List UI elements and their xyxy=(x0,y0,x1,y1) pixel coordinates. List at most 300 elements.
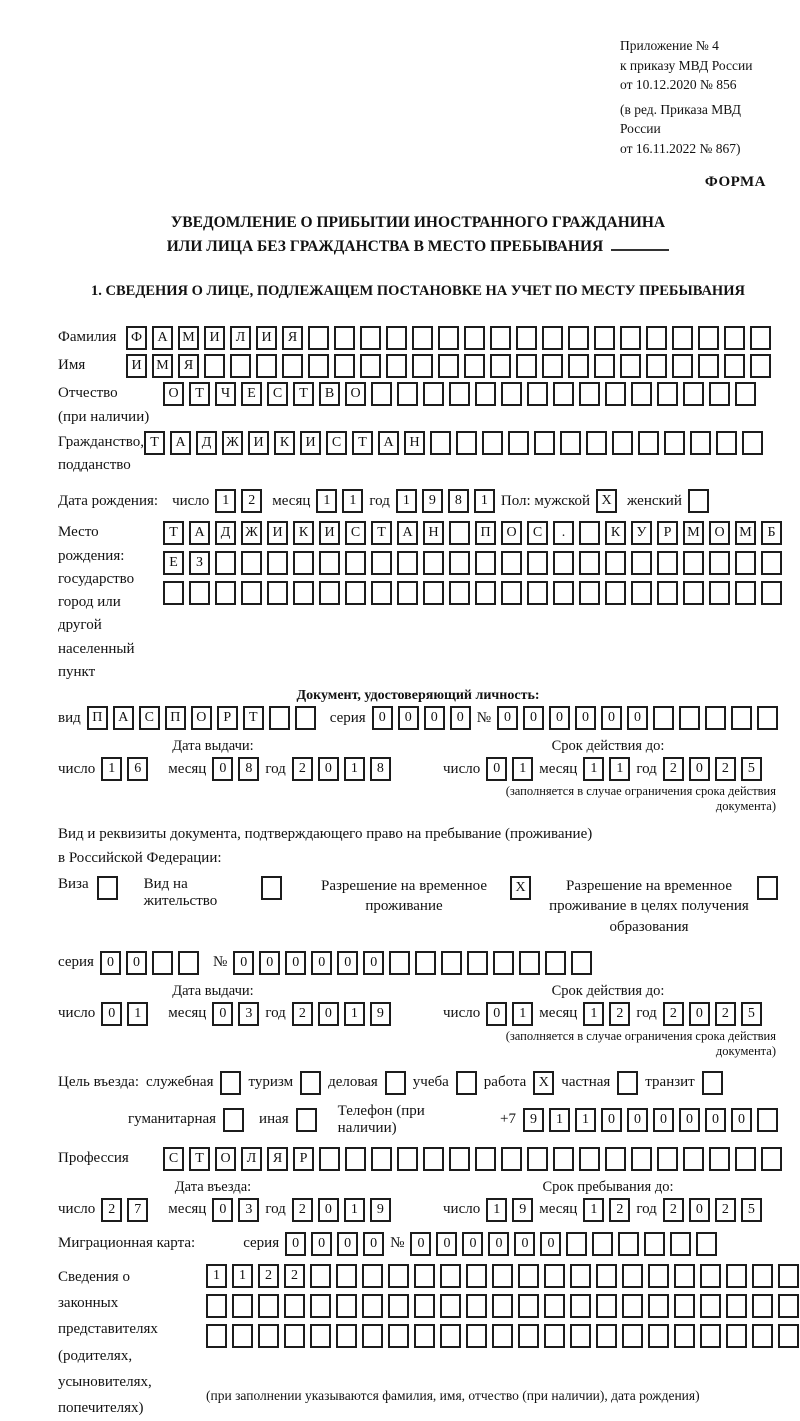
char-cell[interactable]: 0 xyxy=(689,1198,710,1222)
char-cell[interactable] xyxy=(631,382,652,406)
char-cell[interactable]: 0 xyxy=(285,1232,306,1256)
char-cell[interactable]: Р xyxy=(217,706,238,730)
char-cell[interactable] xyxy=(605,581,626,605)
char-cell[interactable] xyxy=(657,581,678,605)
char-cell[interactable]: Я xyxy=(267,1147,288,1171)
char-cell[interactable]: А xyxy=(113,706,134,730)
char-cell[interactable] xyxy=(414,1324,435,1348)
char-cell[interactable] xyxy=(750,354,771,378)
char-cell[interactable]: 0 xyxy=(549,706,570,730)
char-cell[interactable] xyxy=(735,551,756,575)
char-cell[interactable] xyxy=(310,1324,331,1348)
char-cell[interactable] xyxy=(542,326,563,350)
char-cell[interactable]: 5 xyxy=(741,757,762,781)
char-cell[interactable] xyxy=(308,354,329,378)
char-cell[interactable]: Ч xyxy=(215,382,236,406)
char-cell[interactable]: 1 xyxy=(486,1198,507,1222)
char-cell[interactable]: 9 xyxy=(523,1108,544,1132)
char-cell[interactable]: 0 xyxy=(410,1232,431,1256)
char-cell[interactable] xyxy=(672,354,693,378)
char-cell[interactable] xyxy=(612,431,633,455)
checkbox[interactable] xyxy=(385,1071,406,1095)
char-cell[interactable]: В xyxy=(319,382,340,406)
char-cell[interactable]: 5 xyxy=(741,1198,762,1222)
char-cell[interactable]: 6 xyxy=(127,757,148,781)
char-cell[interactable]: М xyxy=(178,326,199,350)
char-cell[interactable] xyxy=(778,1264,799,1288)
char-cell[interactable] xyxy=(698,326,719,350)
char-cell[interactable] xyxy=(570,1324,591,1348)
char-cell[interactable]: 0 xyxy=(486,757,507,781)
char-cell[interactable] xyxy=(683,581,704,605)
char-cell[interactable] xyxy=(596,1324,617,1348)
char-cell[interactable] xyxy=(456,431,477,455)
char-cell[interactable] xyxy=(696,1232,717,1256)
char-cell[interactable] xyxy=(596,1294,617,1318)
char-cell[interactable] xyxy=(553,551,574,575)
char-cell[interactable] xyxy=(761,551,782,575)
char-cell[interactable]: 0 xyxy=(398,706,419,730)
char-cell[interactable]: С xyxy=(345,521,366,545)
char-cell[interactable]: К xyxy=(293,521,314,545)
char-cell[interactable] xyxy=(501,551,522,575)
char-cell[interactable] xyxy=(493,951,514,975)
char-cell[interactable] xyxy=(256,354,277,378)
char-cell[interactable] xyxy=(230,354,251,378)
char-cell[interactable] xyxy=(232,1324,253,1348)
char-cell[interactable] xyxy=(631,581,652,605)
char-cell[interactable] xyxy=(482,431,503,455)
char-cell[interactable] xyxy=(449,1147,470,1171)
char-cell[interactable] xyxy=(438,326,459,350)
char-cell[interactable]: 0 xyxy=(731,1108,752,1132)
char-cell[interactable]: П xyxy=(475,521,496,545)
char-cell[interactable] xyxy=(310,1294,331,1318)
char-cell[interactable]: 7 xyxy=(127,1198,148,1222)
char-cell[interactable]: Л xyxy=(241,1147,262,1171)
char-cell[interactable] xyxy=(518,1294,539,1318)
char-cell[interactable] xyxy=(440,1324,461,1348)
char-cell[interactable]: 0 xyxy=(424,706,445,730)
char-cell[interactable]: 1 xyxy=(396,489,417,513)
char-cell[interactable]: 3 xyxy=(238,1002,259,1026)
char-cell[interactable]: 5 xyxy=(741,1002,762,1026)
char-cell[interactable] xyxy=(475,382,496,406)
char-cell[interactable] xyxy=(553,1147,574,1171)
char-cell[interactable] xyxy=(631,1147,652,1171)
char-cell[interactable] xyxy=(449,551,470,575)
checkbox[interactable] xyxy=(456,1071,477,1095)
char-cell[interactable] xyxy=(709,1147,730,1171)
char-cell[interactable]: М xyxy=(735,521,756,545)
char-cell[interactable] xyxy=(423,581,444,605)
char-cell[interactable] xyxy=(215,581,236,605)
char-cell[interactable]: 2 xyxy=(292,1198,313,1222)
char-cell[interactable]: А xyxy=(152,326,173,350)
char-cell[interactable]: 0 xyxy=(285,951,306,975)
char-cell[interactable]: 1 xyxy=(575,1108,596,1132)
checkbox[interactable] xyxy=(296,1108,317,1132)
char-cell[interactable]: М xyxy=(152,354,173,378)
char-cell[interactable]: . xyxy=(553,521,574,545)
char-cell[interactable] xyxy=(423,382,444,406)
char-cell[interactable] xyxy=(492,1324,513,1348)
char-cell[interactable] xyxy=(438,354,459,378)
char-cell[interactable] xyxy=(440,1294,461,1318)
char-cell[interactable]: 0 xyxy=(514,1232,535,1256)
char-cell[interactable] xyxy=(336,1294,357,1318)
char-cell[interactable] xyxy=(674,1324,695,1348)
char-cell[interactable]: Т xyxy=(371,521,392,545)
char-cell[interactable] xyxy=(501,1147,522,1171)
char-cell[interactable] xyxy=(475,581,496,605)
char-cell[interactable]: Р xyxy=(293,1147,314,1171)
char-cell[interactable] xyxy=(709,551,730,575)
char-cell[interactable]: 1 xyxy=(342,489,363,513)
char-cell[interactable] xyxy=(534,431,555,455)
char-cell[interactable]: 0 xyxy=(318,1002,339,1026)
char-cell[interactable] xyxy=(752,1294,773,1318)
char-cell[interactable]: 1 xyxy=(344,757,365,781)
char-cell[interactable] xyxy=(657,1147,678,1171)
char-cell[interactable] xyxy=(362,1264,383,1288)
char-cell[interactable]: 0 xyxy=(212,1002,233,1026)
checkbox[interactable] xyxy=(97,876,118,900)
char-cell[interactable]: Т xyxy=(144,431,165,455)
char-cell[interactable]: С xyxy=(139,706,160,730)
char-cell[interactable]: П xyxy=(165,706,186,730)
char-cell[interactable] xyxy=(466,1294,487,1318)
char-cell[interactable] xyxy=(345,1147,366,1171)
char-cell[interactable]: 1 xyxy=(232,1264,253,1288)
char-cell[interactable]: 0 xyxy=(450,706,471,730)
char-cell[interactable] xyxy=(206,1324,227,1348)
char-cell[interactable]: 0 xyxy=(318,1198,339,1222)
char-cell[interactable] xyxy=(648,1324,669,1348)
char-cell[interactable] xyxy=(334,354,355,378)
char-cell[interactable] xyxy=(284,1294,305,1318)
char-cell[interactable] xyxy=(319,1147,340,1171)
char-cell[interactable]: 0 xyxy=(212,1198,233,1222)
char-cell[interactable] xyxy=(544,1324,565,1348)
char-cell[interactable] xyxy=(267,581,288,605)
char-cell[interactable] xyxy=(778,1294,799,1318)
char-cell[interactable] xyxy=(501,581,522,605)
char-cell[interactable] xyxy=(388,1264,409,1288)
char-cell[interactable]: О xyxy=(345,382,366,406)
char-cell[interactable] xyxy=(152,951,173,975)
char-cell[interactable]: 0 xyxy=(575,706,596,730)
char-cell[interactable] xyxy=(386,354,407,378)
char-cell[interactable]: 0 xyxy=(679,1108,700,1132)
char-cell[interactable]: 0 xyxy=(601,1108,622,1132)
char-cell[interactable] xyxy=(648,1294,669,1318)
char-cell[interactable] xyxy=(620,354,641,378)
char-cell[interactable]: 2 xyxy=(663,1002,684,1026)
char-cell[interactable]: Б xyxy=(761,521,782,545)
char-cell[interactable]: 0 xyxy=(318,757,339,781)
char-cell[interactable] xyxy=(415,951,436,975)
char-cell[interactable] xyxy=(215,551,236,575)
char-cell[interactable]: 1 xyxy=(101,757,122,781)
char-cell[interactable]: О xyxy=(215,1147,236,1171)
char-cell[interactable] xyxy=(414,1294,435,1318)
char-cell[interactable]: 2 xyxy=(663,757,684,781)
char-cell[interactable]: 0 xyxy=(363,951,384,975)
char-cell[interactable] xyxy=(449,521,470,545)
char-cell[interactable]: Р xyxy=(657,521,678,545)
char-cell[interactable] xyxy=(742,431,763,455)
char-cell[interactable]: 1 xyxy=(583,757,604,781)
char-cell[interactable]: Е xyxy=(241,382,262,406)
char-cell[interactable] xyxy=(726,1264,747,1288)
char-cell[interactable] xyxy=(412,326,433,350)
char-cell[interactable]: 0 xyxy=(523,706,544,730)
char-cell[interactable] xyxy=(605,1147,626,1171)
char-cell[interactable] xyxy=(527,551,548,575)
char-cell[interactable] xyxy=(319,551,340,575)
char-cell[interactable] xyxy=(258,1294,279,1318)
char-cell[interactable] xyxy=(674,1264,695,1288)
char-cell[interactable] xyxy=(386,326,407,350)
char-cell[interactable] xyxy=(761,581,782,605)
checkbox[interactable] xyxy=(220,1071,241,1095)
checkbox[interactable]: X xyxy=(510,876,531,900)
char-cell[interactable]: 0 xyxy=(337,951,358,975)
char-cell[interactable] xyxy=(241,581,262,605)
char-cell[interactable] xyxy=(579,581,600,605)
char-cell[interactable] xyxy=(519,951,540,975)
char-cell[interactable]: Т xyxy=(189,1147,210,1171)
char-cell[interactable] xyxy=(579,1147,600,1171)
char-cell[interactable]: 1 xyxy=(549,1108,570,1132)
char-cell[interactable]: С xyxy=(267,382,288,406)
char-cell[interactable]: 2 xyxy=(101,1198,122,1222)
char-cell[interactable] xyxy=(761,1147,782,1171)
char-cell[interactable]: О xyxy=(501,521,522,545)
char-cell[interactable] xyxy=(752,1324,773,1348)
char-cell[interactable]: 0 xyxy=(689,757,710,781)
char-cell[interactable] xyxy=(700,1294,721,1318)
char-cell[interactable]: Я xyxy=(282,326,303,350)
char-cell[interactable]: 0 xyxy=(212,757,233,781)
char-cell[interactable]: 2 xyxy=(663,1198,684,1222)
char-cell[interactable]: З xyxy=(189,551,210,575)
char-cell[interactable] xyxy=(178,951,199,975)
char-cell[interactable]: 2 xyxy=(258,1264,279,1288)
char-cell[interactable]: 1 xyxy=(344,1198,365,1222)
char-cell[interactable] xyxy=(679,706,700,730)
char-cell[interactable]: 1 xyxy=(512,757,533,781)
char-cell[interactable] xyxy=(508,431,529,455)
char-cell[interactable] xyxy=(620,326,641,350)
char-cell[interactable]: К xyxy=(274,431,295,455)
char-cell[interactable]: И xyxy=(126,354,147,378)
char-cell[interactable]: Е xyxy=(163,551,184,575)
char-cell[interactable] xyxy=(269,706,290,730)
char-cell[interactable] xyxy=(371,1147,392,1171)
char-cell[interactable]: 0 xyxy=(101,1002,122,1026)
char-cell[interactable] xyxy=(544,1294,565,1318)
char-cell[interactable] xyxy=(336,1324,357,1348)
char-cell[interactable] xyxy=(622,1264,643,1288)
char-cell[interactable] xyxy=(618,1232,639,1256)
char-cell[interactable]: И xyxy=(319,521,340,545)
char-cell[interactable] xyxy=(646,326,667,350)
char-cell[interactable] xyxy=(644,1232,665,1256)
char-cell[interactable] xyxy=(698,354,719,378)
char-cell[interactable] xyxy=(362,1324,383,1348)
char-cell[interactable] xyxy=(466,1264,487,1288)
char-cell[interactable] xyxy=(683,382,704,406)
char-cell[interactable] xyxy=(362,1294,383,1318)
char-cell[interactable]: Я xyxy=(178,354,199,378)
char-cell[interactable]: 0 xyxy=(705,1108,726,1132)
char-cell[interactable] xyxy=(750,326,771,350)
char-cell[interactable] xyxy=(664,431,685,455)
char-cell[interactable] xyxy=(622,1294,643,1318)
char-cell[interactable]: У xyxy=(631,521,652,545)
char-cell[interactable] xyxy=(579,521,600,545)
char-cell[interactable] xyxy=(726,1294,747,1318)
char-cell[interactable] xyxy=(622,1324,643,1348)
char-cell[interactable] xyxy=(570,1294,591,1318)
checkbox[interactable] xyxy=(702,1071,723,1095)
char-cell[interactable]: 2 xyxy=(715,757,736,781)
char-cell[interactable] xyxy=(631,551,652,575)
char-cell[interactable] xyxy=(371,382,392,406)
checkbox[interactable] xyxy=(261,876,282,900)
char-cell[interactable] xyxy=(657,551,678,575)
char-cell[interactable] xyxy=(605,382,626,406)
char-cell[interactable] xyxy=(752,1264,773,1288)
char-cell[interactable] xyxy=(516,354,537,378)
char-cell[interactable]: 2 xyxy=(715,1002,736,1026)
char-cell[interactable] xyxy=(492,1264,513,1288)
char-cell[interactable] xyxy=(653,706,674,730)
char-cell[interactable] xyxy=(189,581,210,605)
char-cell[interactable]: И xyxy=(267,521,288,545)
char-cell[interactable]: 0 xyxy=(627,706,648,730)
char-cell[interactable] xyxy=(731,706,752,730)
char-cell[interactable] xyxy=(544,1264,565,1288)
char-cell[interactable] xyxy=(735,581,756,605)
char-cell[interactable] xyxy=(672,326,693,350)
char-cell[interactable]: 2 xyxy=(609,1198,630,1222)
char-cell[interactable]: Т xyxy=(243,706,264,730)
char-cell[interactable] xyxy=(570,1264,591,1288)
char-cell[interactable] xyxy=(646,354,667,378)
char-cell[interactable] xyxy=(464,354,485,378)
char-cell[interactable] xyxy=(430,431,451,455)
char-cell[interactable] xyxy=(683,1147,704,1171)
char-cell[interactable] xyxy=(690,431,711,455)
char-cell[interactable]: 0 xyxy=(689,1002,710,1026)
char-cell[interactable]: 0 xyxy=(337,1232,358,1256)
char-cell[interactable]: Ж xyxy=(241,521,262,545)
char-cell[interactable] xyxy=(516,326,537,350)
char-cell[interactable]: 0 xyxy=(488,1232,509,1256)
char-cell[interactable] xyxy=(674,1294,695,1318)
char-cell[interactable] xyxy=(596,1264,617,1288)
char-cell[interactable] xyxy=(319,581,340,605)
char-cell[interactable] xyxy=(449,382,470,406)
char-cell[interactable]: Т xyxy=(352,431,373,455)
char-cell[interactable]: 8 xyxy=(370,757,391,781)
char-cell[interactable]: А xyxy=(189,521,210,545)
char-cell[interactable] xyxy=(423,1147,444,1171)
char-cell[interactable] xyxy=(518,1264,539,1288)
char-cell[interactable] xyxy=(360,326,381,350)
char-cell[interactable]: 0 xyxy=(311,1232,332,1256)
char-cell[interactable]: С xyxy=(527,521,548,545)
char-cell[interactable]: К xyxy=(605,521,626,545)
char-cell[interactable] xyxy=(464,326,485,350)
char-cell[interactable]: 2 xyxy=(609,1002,630,1026)
char-cell[interactable] xyxy=(545,951,566,975)
char-cell[interactable] xyxy=(735,382,756,406)
char-cell[interactable] xyxy=(594,354,615,378)
char-cell[interactable] xyxy=(232,1294,253,1318)
checkbox[interactable] xyxy=(300,1071,321,1095)
char-cell[interactable] xyxy=(683,551,704,575)
char-cell[interactable]: 0 xyxy=(436,1232,457,1256)
char-cell[interactable]: 1 xyxy=(512,1002,533,1026)
char-cell[interactable] xyxy=(310,1264,331,1288)
char-cell[interactable]: 2 xyxy=(715,1198,736,1222)
char-cell[interactable] xyxy=(579,551,600,575)
char-cell[interactable]: А xyxy=(378,431,399,455)
char-cell[interactable] xyxy=(241,551,262,575)
char-cell[interactable]: Д xyxy=(215,521,236,545)
char-cell[interactable] xyxy=(724,326,745,350)
char-cell[interactable]: 8 xyxy=(448,489,469,513)
char-cell[interactable] xyxy=(568,354,589,378)
char-cell[interactable]: 0 xyxy=(372,706,393,730)
char-cell[interactable]: 9 xyxy=(370,1198,391,1222)
char-cell[interactable] xyxy=(553,581,574,605)
char-cell[interactable] xyxy=(467,951,488,975)
char-cell[interactable]: 1 xyxy=(583,1198,604,1222)
char-cell[interactable] xyxy=(594,326,615,350)
char-cell[interactable] xyxy=(397,1147,418,1171)
checkbox[interactable]: X xyxy=(533,1071,554,1095)
char-cell[interactable] xyxy=(492,1294,513,1318)
checkbox[interactable] xyxy=(688,489,709,513)
char-cell[interactable]: 0 xyxy=(627,1108,648,1132)
char-cell[interactable] xyxy=(163,581,184,605)
char-cell[interactable] xyxy=(490,354,511,378)
char-cell[interactable]: 1 xyxy=(583,1002,604,1026)
char-cell[interactable]: О xyxy=(163,382,184,406)
char-cell[interactable] xyxy=(293,581,314,605)
char-cell[interactable]: Л xyxy=(230,326,251,350)
char-cell[interactable]: 1 xyxy=(206,1264,227,1288)
char-cell[interactable] xyxy=(553,382,574,406)
char-cell[interactable]: А xyxy=(170,431,191,455)
char-cell[interactable] xyxy=(345,581,366,605)
char-cell[interactable]: И xyxy=(204,326,225,350)
char-cell[interactable]: 0 xyxy=(540,1232,561,1256)
char-cell[interactable]: 9 xyxy=(370,1002,391,1026)
char-cell[interactable] xyxy=(571,951,592,975)
char-cell[interactable]: Т xyxy=(163,521,184,545)
char-cell[interactable]: 0 xyxy=(601,706,622,730)
char-cell[interactable] xyxy=(527,1147,548,1171)
char-cell[interactable]: 2 xyxy=(292,757,313,781)
char-cell[interactable]: 9 xyxy=(422,489,443,513)
char-cell[interactable] xyxy=(345,551,366,575)
